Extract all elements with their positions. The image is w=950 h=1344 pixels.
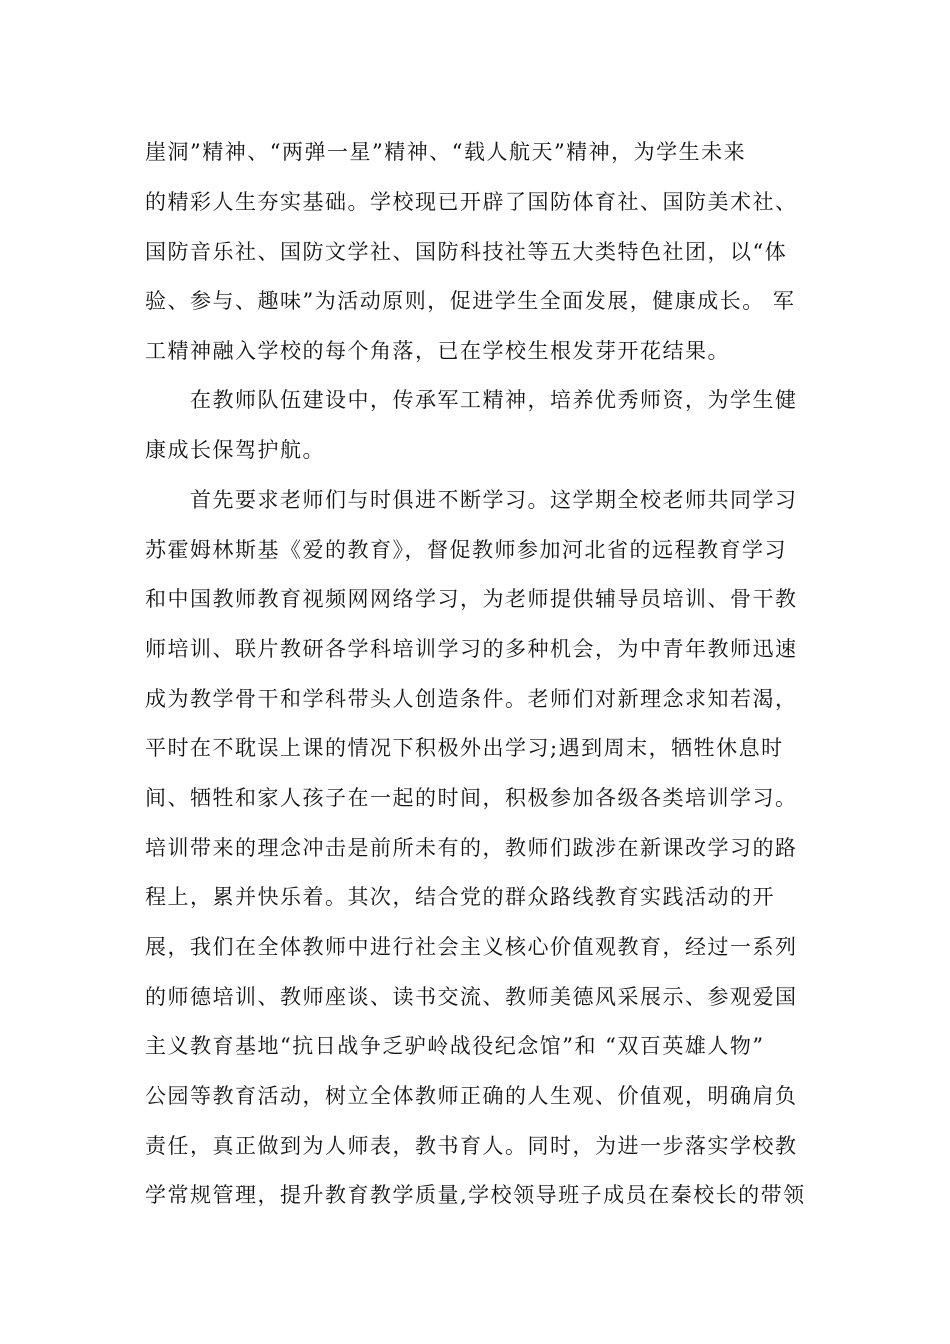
paragraph-first-line: 在教师队伍建设中，传承军工精神，培养优秀师资，为学生健 [190,388,798,412]
text-line: 验、参与、趣味”为活动原则，促进学生全面发展，健康成长。 军 [145,289,796,313]
paragraph-first-line: 首先要求老师们与时俱进不断学习。这学期全校老师共同学习 [190,488,798,512]
text-line: 师培训、联片教研各学科培训学习的多种机会，为中青年教师迅速 [145,637,798,661]
text-line: 的精彩人生夯实基础。学校现已开辟了国防体育社、国防美术社、 [145,190,798,214]
text-line: 间、牺牲和家人孩子在一起的时间，积极参加各级各类培训学习。 [145,786,798,810]
text-line: 崖洞”精神、“两弹一星”精神、“载人航天”精神，为学生未来 [145,140,747,164]
text-line: 的师德培训、教师座谈、读书交流、教师美德风采展示、参观爱国 [145,985,798,1009]
text-line: 康成长保驾护航。 [145,438,325,462]
text-line: 公园等教育活动，树立全体教师正确的人生观、价值观，明确肩负 [145,1084,798,1108]
text-line: 成为教学骨干和学科带头人创造条件。老师们对新理念求知若渴， [145,687,798,711]
text-line: 和中国教师教育视频网网络学习，为老师提供辅导员培训、骨干教 [145,587,798,611]
text-line: 苏霍姆林斯基《爱的教育》，督促教师参加河北省的远程教育学习 [145,538,787,562]
text-line: 平时在不耽误上课的情况下积极外出学习;遇到周末，牺牲休息时 [145,736,784,760]
text-line: 展，我们在全体教师中进行社会主义核心价值观教育，经过一系列 [145,935,798,959]
text-line: 国防音乐社、国防文学社、国防科技社等五大类特色社团，以“体 [145,240,788,264]
text-line: 责任，真正做到为人师表，教书育人。同时，为进一步落实学校教 [145,1134,798,1158]
text-line: 主义教育基地“抗日战争乏驴岭战役纪念馆”和 “双百英雄人物” [145,1034,765,1058]
text-line: 程上，累并快乐着。其次，结合党的群众路线教育实践活动的开 [145,885,775,909]
text-line: 培训带来的理念冲击是前所未有的，教师们跋涉在新课改学习的路 [145,836,798,860]
text-line: 学常规管理，提升教育教学质量,学校领导班子成员在秦校长的带领 [145,1183,806,1207]
text-line: 工精神融入学校的每个角落，已在学校生根发芽开花结果。 [145,339,730,363]
